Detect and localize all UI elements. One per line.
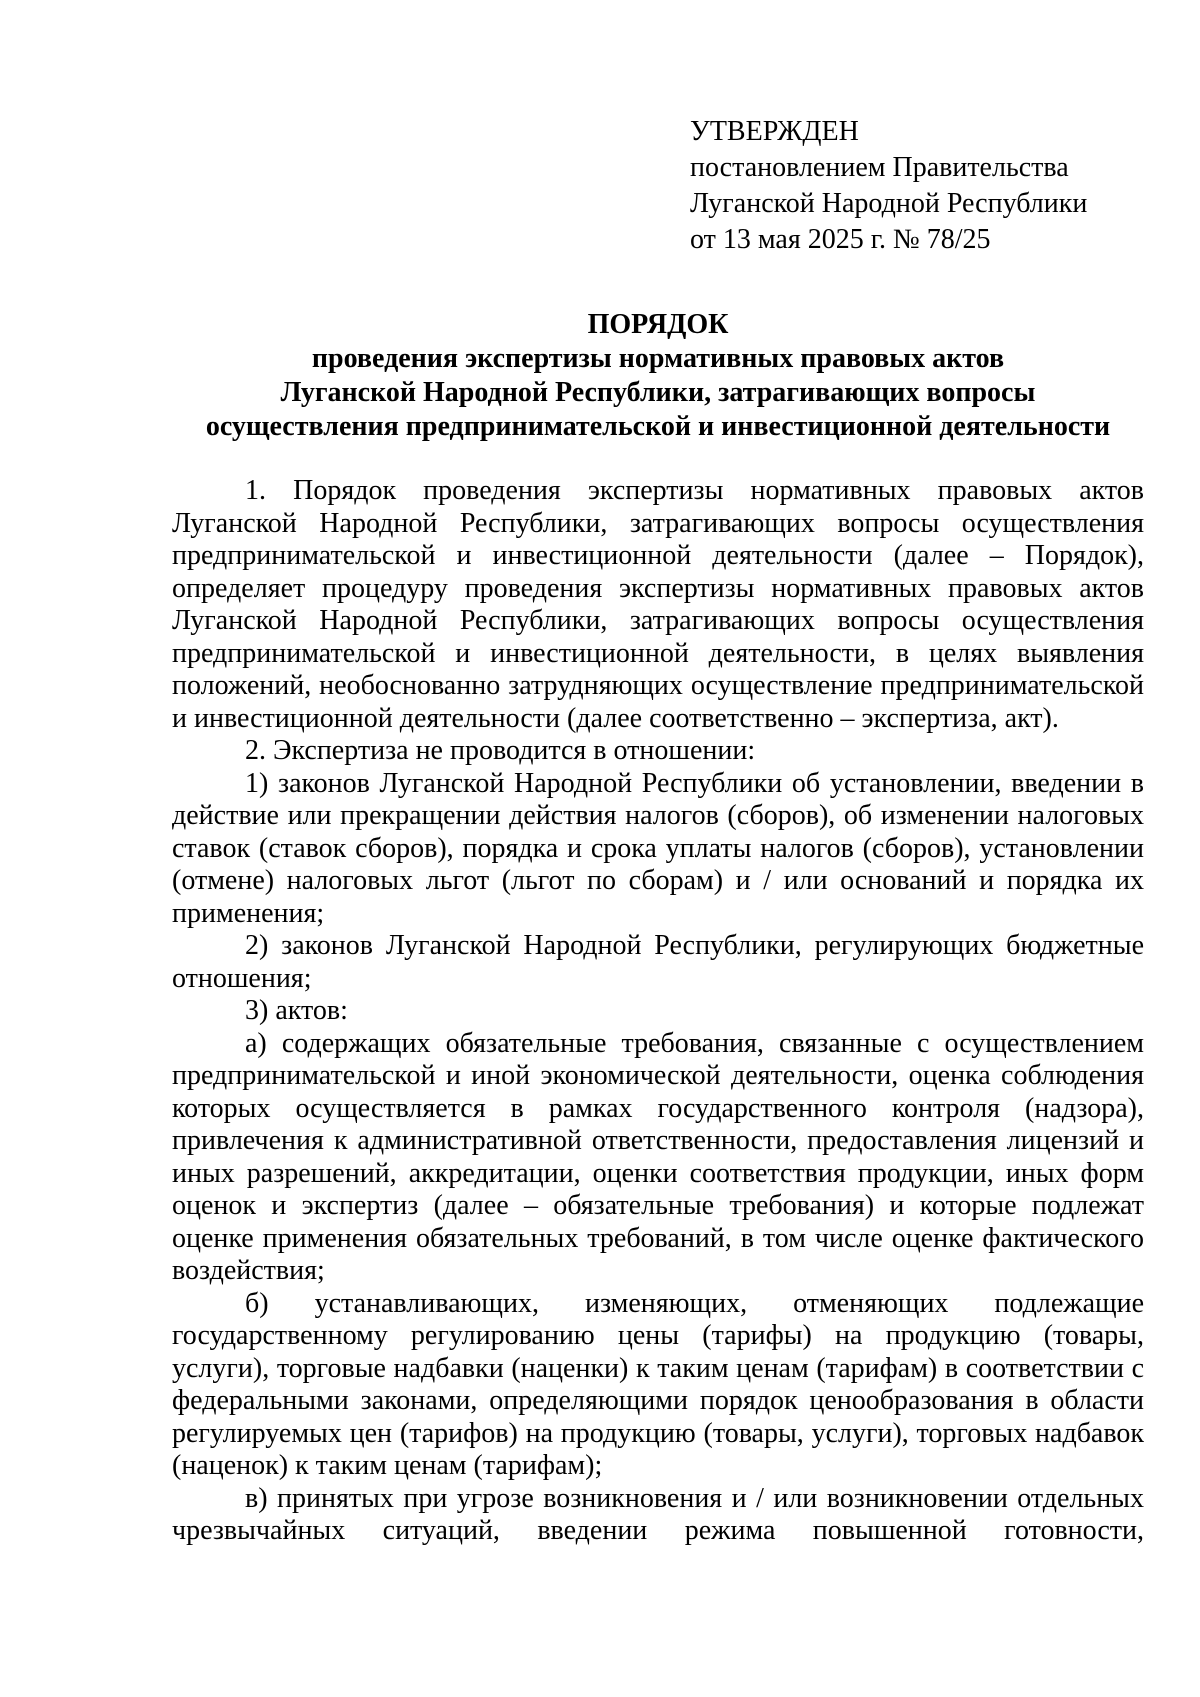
title-main: ПОРЯДОК [587,309,729,340]
paragraph: 3) актов: [245,995,348,1026]
paragraph: б) устанавливающих, изменяющих, отменяющих подлежащие государственному регулированию цены (тарифы) на продукцию (товары, услуги), торговые надбавки (наценки) к таким ценам (тарифам) в соответствии с федеральными законами, определяющими порядок ценообразования в области регулируемых цен (тарифов) на продукцию (товары, услуги), торговых надбавок (наценок) к таким ценам (тарифам); [172,1287,1144,1481]
paragraph: 1) законов Луганской Народной Республики об установлении, введении в действие или прекращении действия налогов (сборов), об изменении налоговых ставок (ставок сборов), порядка и срока уплаты налогов (сборов), установлении (отмене) налоговых льгот (льгот по сборам) и / или оснований и порядка их применения; [172,767,1144,929]
document-title [172,308,1144,444]
paragraph: в) принятых при угрозе возникновения и / или возникновении отдельных чрезвычайных ситуаций, введении режима повышенной готовности, [172,1482,1144,1546]
approval-date: от 13 мая 2025 г. № 78/25 [690,224,991,255]
title-line: Луганской Народной Республики, затрагивающих вопросы [280,377,1036,408]
approval-line: постановлением Правительства [690,152,1069,183]
approval-heading: УТВЕРЖДЕН [690,116,859,147]
paragraph: 2) законов Луганской Народной Республики, регулирующих бюджетные отношения; [172,930,1144,994]
title-line: осуществления предпринимательской и инвестиционной деятельности [205,411,1111,442]
paragraph: а) содержащих обязательные требования, связанные с осуществлением предпринимательской и иной экономической деятельности, оценка соблюдения которых осуществляется в рамках государственного контроля (надзора), привлечения к административной ответственности, предоставления лицензий и иных разрешений, аккредитации, оценки соответствия продукции, иных форм оценок и экспертиз (далее – обязательные требования) и которые подлежат оценке применения обязательных требований, в том числе оценке фактического воздействия; [172,1027,1144,1286]
title-line: проведения экспертизы нормативных правовых актов [311,343,1005,374]
approval-stamp [690,114,1087,258]
paragraph: 2. Экспертиза не проводится в отношении: [245,735,756,766]
approval-line: Луганской Народной Республики [690,188,1088,219]
document-body [172,475,1144,1548]
paragraph: 1. Порядок проведения экспертизы нормативных правовых актов Луганской Народной Республики, затрагивающих вопросы осуществления предпринимательской и инвестиционной деятельности (далее – Порядок), определяет процедуру проведения экспертизы нормативных правовых актов Луганской Народной Республики, затрагивающих вопросы осуществления предпринимательской и инвестиционной деятельности, в целях выявления положений, необоснованно затрудняющих осуществление предпринимательской и инвестиционной деятельности (далее соответственно – экспертиза, акт). [172,475,1144,734]
